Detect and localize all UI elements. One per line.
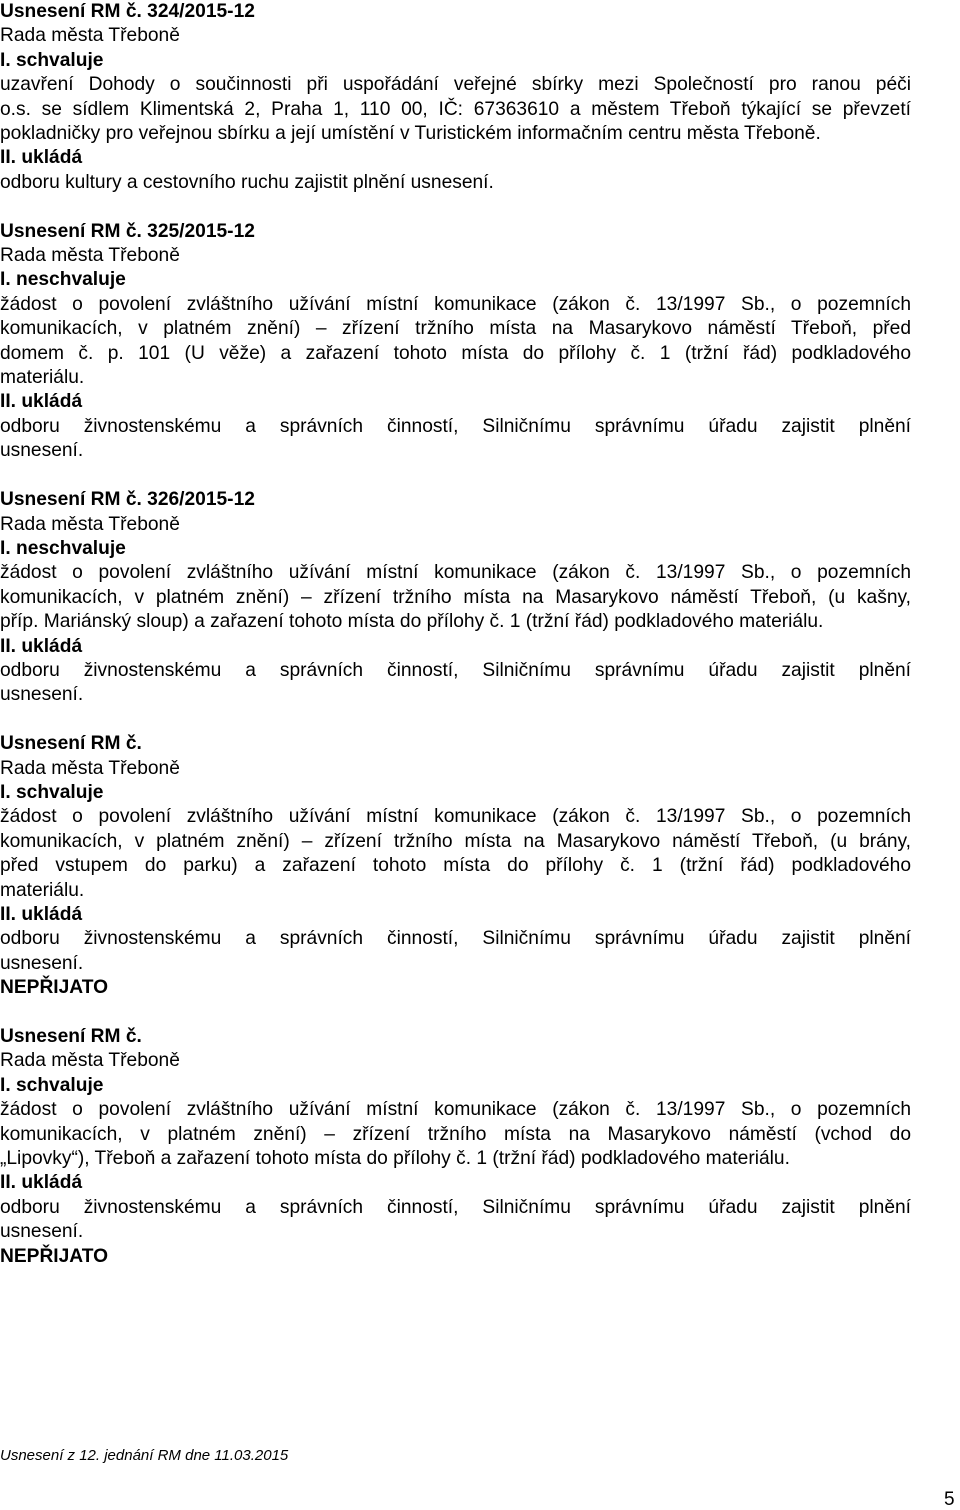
decision-text-line: usnesení. — [0, 684, 84, 706]
resolution-block — [0, 1025, 911, 1269]
decision-text-line: domem č. p. 101 (U věže) a zařazení tohoto místa do přílohy č. 1 (tržní řád) podkladového — [0, 342, 911, 364]
decision-text-line: žádost o povolení zvláštního užívání místní komunikace (zákon č. 13/1997 Sb., o pozemních — [0, 806, 911, 828]
decision-text-line: komunikacích, v platném znění) – zřízení tržního místa na Masarykovo náměstí Třeboň, (u kašny, — [0, 586, 911, 608]
decision-text-line: komunikacích, v platném znění) – zřízení tržního místa na Masarykovo náměstí (vchod do — [0, 1123, 911, 1145]
decision-text-line: materiálu. — [0, 879, 85, 901]
decision-text-line: před vstupem do parku) a zařazení tohoto místa do přílohy č. 1 (tržní řád) podkladového — [0, 855, 911, 877]
decision-text-line: odboru živnostenskému a správních činností, Silničnímu správnímu úřadu zajistit plnění — [0, 928, 911, 950]
decision-text-line: příp. Mariánský sloup) a zařazení tohoto místa do přílohy č. 1 (tržní řád) podkladového materiálu. — [0, 611, 824, 633]
council-name: Rada města Třeboně — [0, 757, 180, 779]
decision-label: II. ukládá — [0, 391, 83, 413]
decision-text-line: komunikacích, v platném znění) – zřízení tržního místa na Masarykovo náměstí Třeboň, před — [0, 318, 911, 340]
decision-text-line: žádost o povolení zvláštního užívání místní komunikace (zákon č. 13/1997 Sb., o pozemních — [0, 293, 911, 315]
decision-label: I. neschvaluje — [0, 537, 126, 559]
resolution-block — [0, 732, 911, 1000]
decision-text-line: komunikacích, v platném znění) – zřízení tržního místa na Masarykovo náměstí Třeboň, (u brány, — [0, 830, 911, 852]
resolution-heading: Usnesení RM č. 324/2015-12 — [0, 1, 255, 22]
resolution-block — [0, 0, 911, 195]
decision-text-line: odboru živnostenskému a správních činností, Silničnímu správnímu úřadu zajistit plnění — [0, 659, 911, 681]
decision-text-line: „Lipovky“), Třeboň a zařazení tohoto místa do přílohy č. 1 (tržní řád) podkladového materiálu. — [0, 1148, 790, 1170]
decision-text-line: o.s. se sídlem Klimentská 2, Praha 1, 110 00, IČ: 67363610 a městem Třeboň týkající se převzetí — [0, 98, 911, 120]
council-name: Rada města Třeboně — [0, 25, 180, 47]
resolution-block — [0, 488, 911, 708]
resolution-heading: Usnesení RM č. — [0, 1026, 142, 1047]
council-name: Rada města Třeboně — [0, 513, 180, 535]
resolution-block — [0, 220, 911, 464]
council-name: Rada města Třeboně — [0, 245, 180, 267]
resolution-result: NEPŘIJATO — [0, 977, 109, 999]
page-footer: Usnesení z 12. jednání RM dne 11.03.2015 — [0, 1447, 289, 1464]
decision-text-line: usnesení. — [0, 952, 84, 974]
resolution-heading: Usnesení RM č. — [0, 733, 142, 755]
decision-text-line: žádost o povolení zvláštního užívání místní komunikace (zákon č. 13/1997 Sb., o pozemních — [0, 562, 911, 584]
decision-label: I. schvaluje — [0, 781, 104, 803]
decision-text-line: usnesení. — [0, 440, 84, 462]
decision-text-line: pokladničky pro veřejnou sbírku a její umístění v Turistickém informačním centru města Třeboně. — [0, 123, 821, 145]
decision-label: I. schvaluje — [0, 49, 104, 71]
decision-text-line: odboru živnostenskému a správních činností, Silničnímu správnímu úřadu zajistit plnění — [0, 1196, 911, 1218]
decision-label: II. ukládá — [0, 147, 83, 169]
decision-text-line: odboru kultury a cestovního ruchu zajistit plnění usnesení. — [0, 171, 494, 193]
resolution-heading: Usnesení RM č. 326/2015-12 — [0, 489, 255, 511]
decision-text-line: usnesení. — [0, 1221, 84, 1243]
decision-label: II. ukládá — [0, 635, 83, 657]
page-number: 5 — [944, 1489, 955, 1510]
decision-label: II. ukládá — [0, 903, 83, 925]
decision-label: I. neschvaluje — [0, 269, 126, 291]
resolution-result: NEPŘIJATO — [0, 1245, 109, 1267]
resolution-heading: Usnesení RM č. 325/2015-12 — [0, 220, 255, 242]
decision-text-line: žádost o povolení zvláštního užívání místní komunikace (zákon č. 13/1997 Sb., o pozemních — [0, 1099, 911, 1121]
decision-label: II. ukládá — [0, 1172, 83, 1194]
council-name: Rada města Třeboně — [0, 1050, 180, 1072]
decision-text-line: odboru živnostenskému a správních činností, Silničnímu správnímu úřadu zajistit plnění — [0, 415, 911, 437]
decision-text-line: uzavření Dohody o součinnosti při uspořádání veřejné sbírky mezi Společností pro ranou péči — [0, 74, 911, 96]
decision-text-line: materiálu. — [0, 367, 85, 389]
decision-label: I. schvaluje — [0, 1074, 104, 1096]
